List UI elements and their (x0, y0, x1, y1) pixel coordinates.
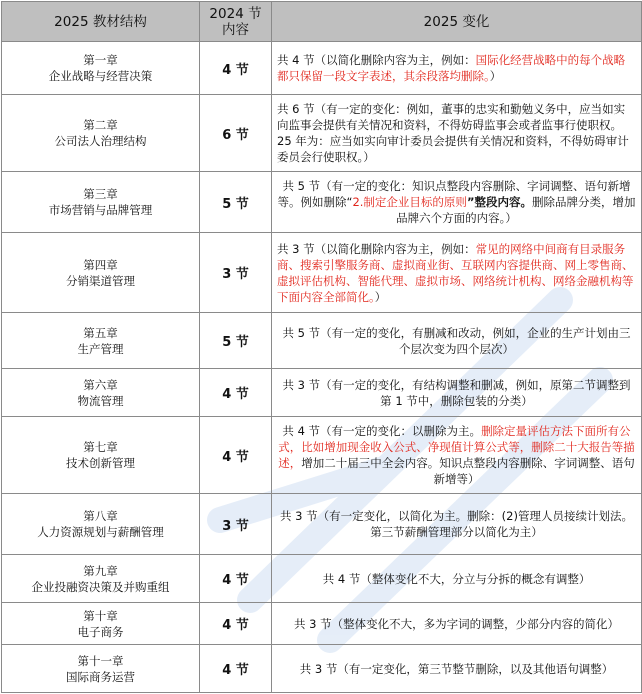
table-row (2, 555, 642, 603)
chapter-title: 企业战略与经营决策 (48, 69, 153, 83)
table-row (2, 313, 642, 369)
textbook-comparison-table (1, 1, 642, 693)
chapter-cell (2, 369, 200, 417)
section-count-2024: 4 节 (200, 417, 272, 494)
change-description (272, 369, 642, 417)
description-text: 共 3 节（有一定变化，第三节整节删除，以及其他语句调整） (299, 661, 614, 676)
description-text: 共 3 节（整体变化不大，多为字词的调整，少部分内容的简化） (293, 616, 620, 631)
chapter-number: 第四章 (83, 257, 118, 272)
change-description (272, 417, 642, 494)
chapter-title: 国际商务运营 (66, 669, 135, 684)
chapter-cell (2, 313, 200, 369)
section-count-2024: 3 节 (200, 233, 272, 313)
table-row (2, 369, 642, 417)
chapter-title: 企业投融资决策及并购重组 (31, 579, 170, 594)
description-text: ） (489, 69, 502, 83)
table-row (2, 233, 642, 313)
chapter-cell (2, 95, 200, 172)
chapter-number: 第三章 (83, 187, 118, 201)
change-description (272, 233, 642, 313)
chapter-number: 第一章 (83, 53, 118, 67)
change-description (272, 603, 642, 645)
chapter-number: 第十一章 (77, 653, 124, 668)
section-count-2024: 4 节 (200, 369, 272, 417)
description-text: 共 4 节（以简化删除内容为主，例如： (277, 53, 476, 67)
chapter-title: 技术创新管理 (66, 456, 135, 470)
highlighted-text: 2.制定企业目标的原则 (352, 195, 467, 209)
table-row (2, 95, 642, 172)
chapter-number: 第十章 (83, 608, 118, 623)
description-text: 共 4 节（有一定的变化：以删除为主。 (282, 424, 482, 438)
chapter-cell (2, 417, 200, 494)
highlighted-text: 常见的网络中间商有目录服务商、搜索引擎服务商、虚拟商业街、互联网内容提供商、网上零售商、虚拟评估机构、智能代理、虚拟市场、网络统计机构、网络金融机构等下面内容全部简化。 (277, 241, 634, 304)
header-structure: 2025 教材结构 (2, 2, 200, 42)
highlighted-text: 删除定量评估方法下面所有公式，比如增加现金收入公式、净现值计算公式等，删除二十大报告等描述， (278, 424, 635, 470)
description-text: 共 5 节（有一定的变化，有删减和改动，例如，企业的生产计划由三个层次变为四个层次） (282, 325, 631, 356)
description-text: ） (374, 289, 387, 304)
section-count-2024: 5 节 (200, 172, 272, 233)
chapter-title: 公司法人治理结构 (54, 134, 147, 148)
description-text: 共 4 节（整体变化不大，分立与分拆的概念有调整） (322, 571, 591, 586)
table-row (2, 417, 642, 494)
highlighted-text: 国际化经营战略中的每个战略都只保留一段文字表述，其余段落均删除。 (277, 53, 626, 83)
description-text: 删除品牌分类，增加品牌六个方面的内容。） (396, 195, 636, 225)
chapter-number: 第九章 (83, 563, 118, 578)
chapter-cell (2, 494, 200, 555)
table-row (2, 172, 642, 233)
description-text: 增加二十届三中全会内容。知识点整段内容删除、字词调整、语句新增等） (301, 456, 635, 486)
table-row (2, 603, 642, 645)
chapter-number: 第六章 (83, 377, 118, 392)
description-text: 共 3 节（以简化删除内容为主，例如： (277, 241, 476, 256)
description-text: 共 6 节（有一定的变化：例如，董事的忠实和勤勉义务中，应当如实向监事会提供有关情况和资料，不得妨碍监事会或者监事行使职权。25 年为：应当如实向审计委员会提供有关情况和资料，不得妨碍审计委员会行使职权。） (277, 102, 629, 164)
chapter-cell (2, 42, 200, 95)
chapter-number: 第二章 (83, 118, 118, 132)
section-count-2024: 4 节 (200, 645, 272, 693)
section-count-2024: 4 节 (200, 42, 272, 95)
change-description (272, 494, 642, 555)
chapter-title: 物流管理 (77, 393, 124, 408)
description-text: ”整段内容。 (466, 195, 532, 209)
table-row (2, 645, 642, 693)
table-row (2, 494, 642, 555)
chapter-number: 第七章 (83, 440, 118, 454)
header-row (2, 2, 642, 42)
description-text: 共 5 节（有一定的变化：知识点整段内容删除、字词调整、语句新增等。例如删除“ (277, 179, 631, 209)
change-description (272, 42, 642, 95)
change-description (272, 645, 642, 693)
change-description (272, 172, 642, 233)
change-description (272, 95, 642, 172)
chapter-title: 分销渠道管理 (66, 273, 135, 288)
chapter-cell (2, 172, 200, 233)
section-count-2024: 6 节 (200, 95, 272, 172)
chapter-number: 第五章 (83, 325, 118, 340)
chapter-number: 第八章 (83, 509, 118, 523)
section-count-2024: 4 节 (200, 555, 272, 603)
header-change-2025: 2025 变化 (272, 2, 642, 42)
table-row (2, 42, 642, 95)
change-description (272, 313, 642, 369)
chapter-cell (2, 603, 200, 645)
chapter-title: 生产管理 (77, 341, 124, 356)
chapter-cell (2, 233, 200, 313)
section-count-2024: 4 节 (200, 603, 272, 645)
chapter-cell (2, 555, 200, 603)
chapter-title: 人力资源规划与薪酬管理 (37, 525, 164, 539)
description-text: 共 3 节（有一定变化，以简化为主。删除：(2)管理人员接续计划法。第三节薪酬管理部分以简化为主） (280, 509, 633, 539)
chapter-title: 市场营销与品牌管理 (48, 203, 153, 217)
section-count-2024: 5 节 (200, 313, 272, 369)
header-count-2024: 2024 节 内容 (200, 2, 272, 42)
chapter-cell (2, 645, 200, 693)
change-description (272, 555, 642, 603)
description-text: 共 3 节（有一定的变化，有结构调整和删减，例如，原第二节调整到第 1 节中，删除包装的分类） (282, 377, 631, 408)
section-count-2024: 3 节 (200, 494, 272, 555)
chapter-title: 电子商务 (77, 624, 124, 639)
